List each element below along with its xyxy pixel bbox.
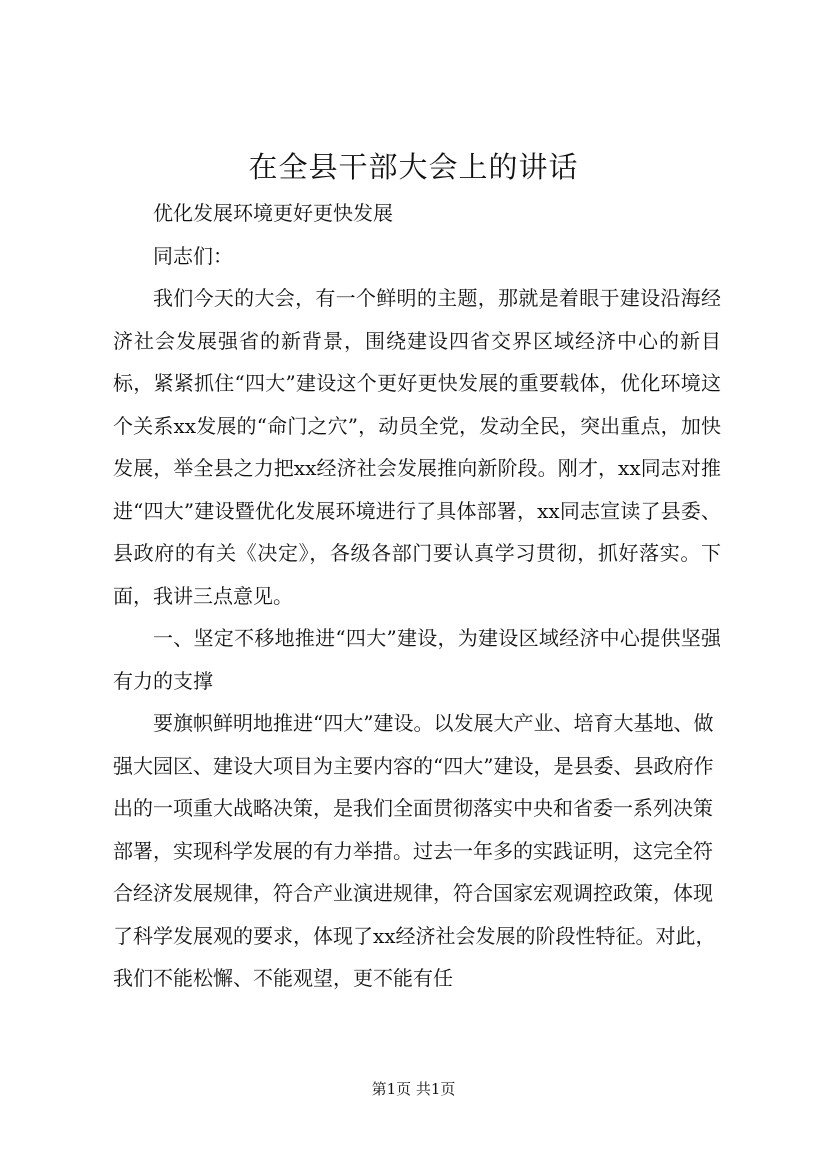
body-paragraph: 我们今天的大会，有一个鲜明的主题，那就是着眼于建设沿海经济社会发展强省的新背景，围绕建设四省交界区域经济中心的新目标，紧紧抓住“四大”建设这个更好更快发展的重要载体，优化环境这个关系xx发展的“命门之穴”，动员全党，发动全民，突出重点，加快发展，举全县之力把xx经济社会发展推向新阶段。刚才，xx同志对推进“四大”建设暨优化发展环境进行了具体部署，xx同志宣读了县委、县政府的有关《决定》，各级各部门要认真学习贯彻，抓好落实。下面，我讲三点意见。 (113, 286, 721, 608)
salutation-paragraph: 同志们： (153, 243, 233, 268)
section-heading: 一、坚定不移地推进“四大”建设，为建设区域经济中心提供坚强有力的支撑 (113, 626, 721, 693)
page-footer: 第1页 共1页 (371, 1080, 456, 1098)
document-body (113, 192, 721, 1000)
body-paragraph: 要旗帜鲜明地推进“四大”建设。以发展大产业、培育大基地、做强大园区、建设大项目为主要内容的“四大”建设，是县委、县政府作出的一项重大战略决策，是我们全面贯彻落实中央和省委一系列决策部署，实现科学发展的有力举措。过去一年多的实践证明，这完全符合经济发展规律，符合产业演进规律，符合国家宏观调控政策，体现了科学发展观的要求，体现了xx经济社会发展的阶段性特征。对此，我们不能松懈、不能观望，更不能有任 (113, 711, 716, 990)
document-title: 在全县干部大会上的讲话 (248, 150, 579, 184)
subtitle-paragraph: 优化发展环境更好更快发展 (153, 201, 393, 225)
